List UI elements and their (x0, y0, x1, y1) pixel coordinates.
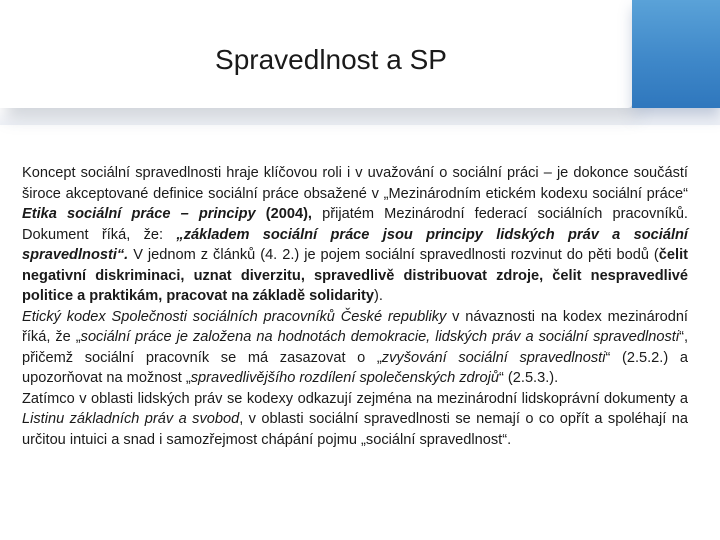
text-run-italic: spravedlivějšího rozdílení společenských zdrojů (190, 370, 499, 386)
text-run (256, 206, 266, 222)
paragraph-1 (22, 163, 688, 307)
text-run-bold-italic: Etika sociální práce – principy (22, 206, 256, 222)
body-text (22, 163, 688, 450)
text-run-bold-italic: „základem sociální práce jsou principy lidských práv a sociální spravedlnosti“. (22, 226, 688, 263)
text-run: “ (2.5.3.). (499, 370, 559, 386)
slide-title: Spravedlnost a SP (215, 44, 447, 75)
text-run: přijatém Mezinárodní federací sociálních pracovníků. Dokument říká, že: (22, 206, 688, 243)
text-run: v návaznosti na kodex mezinárodní říká, že „ (22, 308, 688, 345)
text-run-italic: Etický kodex Společnosti sociálních pracovníků České republiky (22, 308, 447, 325)
paragraph-2 (22, 307, 688, 389)
text-run: Koncept sociální spravedlnosti hraje klíčovou roli i v uvažování o sociální práci – je dokonce součástí široce akceptované definice sociální práce obsažené v „Mezinárodním etickém kodexu sociální práce“ (22, 165, 688, 202)
text-run-italic: zvyšování sociální spravedlnosti (381, 349, 606, 366)
text-run-italic: sociální práce je založena na hodnotách demokracie, lidských práv a sociální spravedlnosti (80, 329, 680, 345)
text-run: “ (2.5.2.) a upozorňovat na možnost „ (22, 349, 688, 386)
text-run: , v oblasti sociální spravedlnosti se nemají o co opřít a spoléhají na určitou intuici a snad i samozřejmost chápání pojmu „sociální spravedlnost“. (22, 411, 688, 448)
paragraph-3 (22, 389, 688, 451)
text-run-italic: Listinu základních práv a svobod (22, 411, 240, 427)
text-run: Zatímco v oblasti lidských práv se kodexy odkazují zejména na mezinárodní lidskoprávní dokumenty a (22, 390, 688, 407)
text-run: “, přičemž sociální pracovník se má zasazovat o „ (22, 329, 688, 366)
text-run-bold: (2004), (265, 206, 312, 222)
text-run: V jednom z článků (4. 2.) je pojem sociální spravedlnosti rozvinut do pěti bodů ( (128, 247, 659, 263)
text-run: ). (374, 288, 383, 304)
text-run-bold: čelit negativní diskriminaci, uznat diverzitu, spravedlivě distribuovat zdroje, čelit nespravedlivé politice a praktikám, pracovat na základě solidarity (22, 247, 688, 304)
